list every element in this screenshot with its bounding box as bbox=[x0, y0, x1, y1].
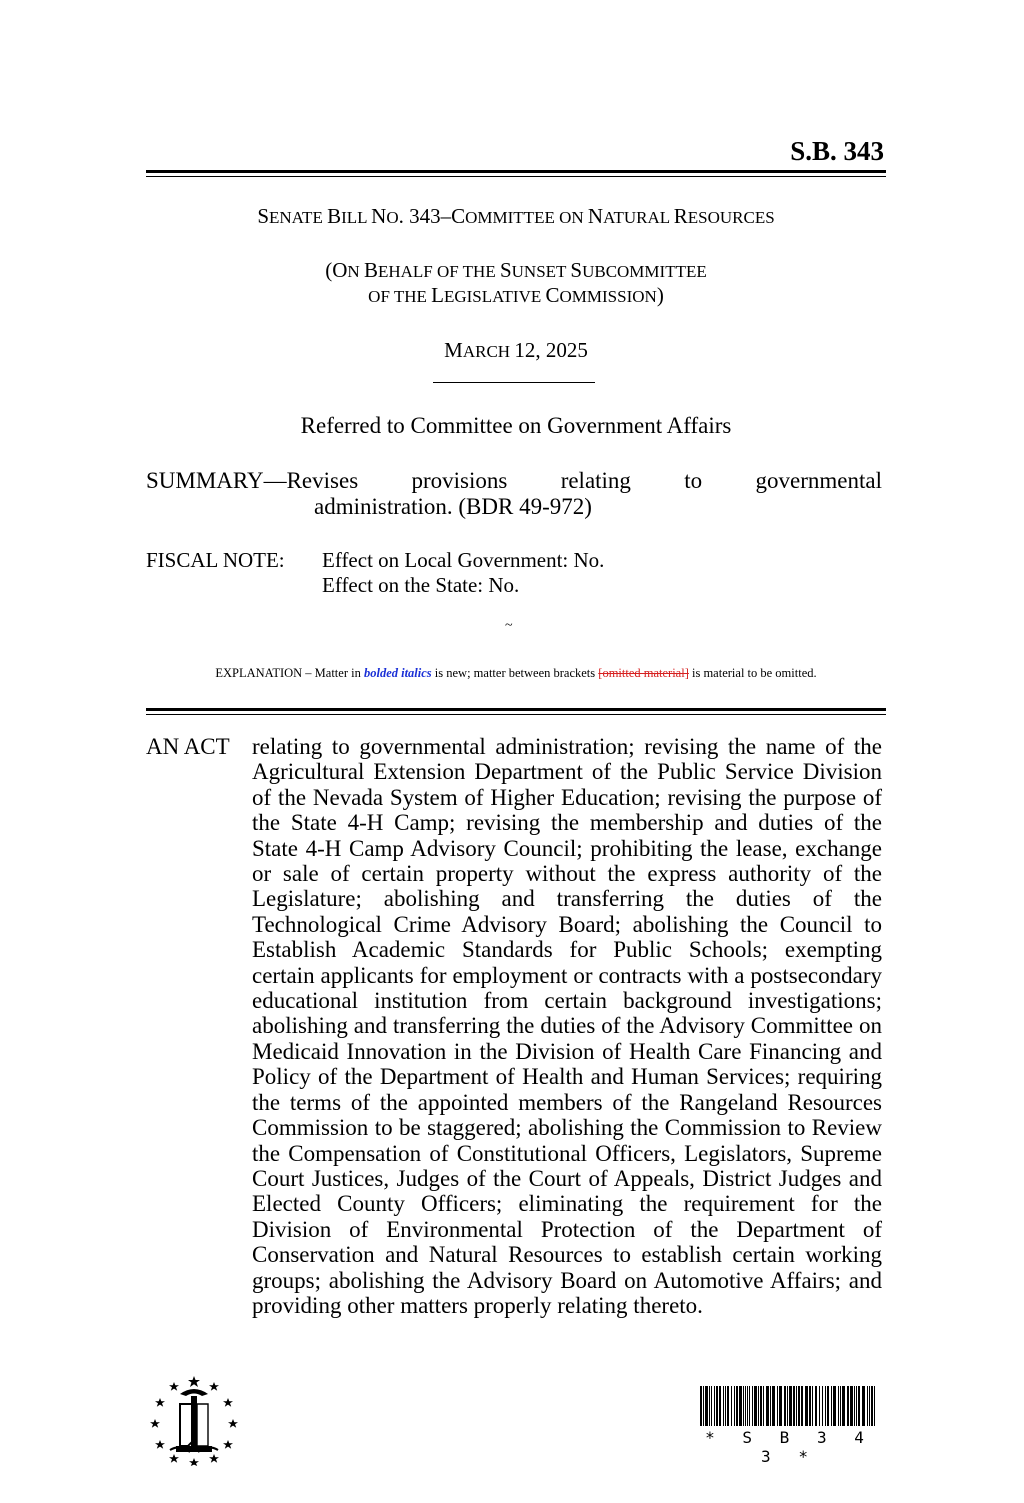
barcode-bar bbox=[856, 1386, 857, 1426]
barcode-bar bbox=[754, 1386, 757, 1426]
barcode-bar bbox=[854, 1386, 855, 1426]
bill-date-part: 12, 2025 bbox=[514, 338, 588, 362]
behalf-line-1-part: UNSET bbox=[511, 262, 571, 281]
behalf-line-1-part: EHALF OF THE bbox=[377, 262, 500, 281]
barcode-bar bbox=[871, 1386, 873, 1426]
bill-title-part: C bbox=[451, 204, 466, 228]
tilde-mark: ~ bbox=[505, 618, 513, 633]
barcode-bar bbox=[862, 1386, 865, 1426]
barcode-bar bbox=[850, 1386, 853, 1426]
barcode-bar bbox=[734, 1386, 735, 1426]
barcode-bar bbox=[714, 1386, 715, 1426]
barcode-bar bbox=[747, 1386, 748, 1426]
barcode-bar bbox=[847, 1386, 849, 1426]
barcode-bar bbox=[723, 1386, 724, 1426]
summary-word: governmental bbox=[755, 468, 882, 493]
summary-line-1 bbox=[146, 468, 882, 494]
behalf-line-1-part: N bbox=[347, 262, 364, 281]
bill-title-part: N bbox=[587, 204, 604, 228]
explanation-new-text: bolded italics bbox=[363, 666, 432, 680]
barcode-bar bbox=[874, 1386, 875, 1426]
barcode-bar bbox=[827, 1386, 829, 1426]
fiscal-note-local: Effect on Local Government: No. bbox=[322, 548, 605, 572]
barcode-bar bbox=[809, 1386, 811, 1426]
barcode-bar bbox=[838, 1386, 839, 1426]
header-double-rule bbox=[146, 170, 886, 177]
explanation bbox=[146, 666, 886, 681]
barcode-bar bbox=[812, 1386, 813, 1426]
bill-date-part: ARCH bbox=[462, 342, 515, 361]
bill-title-part: N bbox=[371, 204, 387, 228]
fiscal-note-state: Effect on the State: No. bbox=[322, 573, 520, 597]
bill-title-part: O bbox=[386, 208, 399, 227]
explanation-prefix: EXPLANATION – Matter in bbox=[215, 666, 364, 680]
summary-word: SUMMARY—Revises bbox=[146, 468, 359, 493]
fiscal-note-label: FISCAL NOTE: bbox=[146, 548, 285, 572]
barcode-bar bbox=[770, 1386, 771, 1426]
barcode-bar bbox=[867, 1386, 868, 1426]
barcode-bar bbox=[736, 1386, 738, 1426]
barcode-bar bbox=[815, 1386, 817, 1426]
bill-number: S.B. 343 bbox=[790, 136, 884, 166]
behalf-line-2 bbox=[146, 283, 886, 309]
bill-date bbox=[146, 338, 886, 364]
summary bbox=[146, 468, 882, 520]
barcode-bar bbox=[700, 1386, 702, 1426]
barcode-bar bbox=[731, 1386, 732, 1426]
barcode-bar bbox=[725, 1386, 726, 1426]
bill-title-part: . 343– bbox=[398, 204, 452, 228]
bill-title-part: ENATE bbox=[269, 208, 328, 227]
behalf-line-1 bbox=[146, 258, 886, 284]
behalf-line-1-part: B bbox=[363, 258, 378, 282]
behalf-line-2-part: OMMISSION bbox=[559, 287, 657, 306]
barcode-bar bbox=[705, 1386, 708, 1426]
explanation-middle: is new; matter between brackets bbox=[431, 666, 599, 680]
bill-title-part: B bbox=[327, 204, 342, 228]
barcode-bar bbox=[727, 1386, 729, 1426]
act-section bbox=[146, 734, 882, 1318]
barcode-bar bbox=[752, 1386, 753, 1426]
barcode-bar bbox=[772, 1386, 775, 1426]
barcode-bar bbox=[777, 1386, 778, 1426]
behalf-line-2-part: ) bbox=[656, 283, 664, 307]
barcode-bar bbox=[743, 1386, 744, 1426]
behalf-line-1-part: (O bbox=[325, 258, 348, 282]
barcode-bar bbox=[822, 1386, 823, 1426]
summary-word: provisions bbox=[411, 468, 508, 493]
bill-title-part: R bbox=[673, 204, 688, 228]
fiscal-note bbox=[146, 548, 604, 598]
bill-date-part: M bbox=[444, 338, 463, 362]
barcode-bar bbox=[840, 1386, 841, 1426]
barcode-bar bbox=[779, 1386, 782, 1426]
barcode-bar bbox=[825, 1386, 826, 1426]
barcode-bar bbox=[805, 1386, 808, 1426]
barcode-bar bbox=[745, 1386, 746, 1426]
barcode-bar bbox=[719, 1386, 721, 1426]
barcode-bar bbox=[739, 1386, 742, 1426]
summary-word: relating bbox=[560, 468, 631, 493]
bill-title bbox=[146, 204, 886, 230]
barcode-bar bbox=[819, 1386, 820, 1426]
barcode-bar bbox=[796, 1386, 797, 1426]
behalf-line-1-part: S bbox=[570, 258, 583, 282]
barcode-bar bbox=[833, 1386, 836, 1426]
barcode-bar bbox=[758, 1386, 759, 1426]
bill-title-part: ILL bbox=[341, 208, 372, 227]
bill-title-part: ESOURCES bbox=[687, 208, 775, 227]
behalf-line-1-part: S bbox=[499, 258, 512, 282]
barcode-bar bbox=[716, 1386, 718, 1426]
barcode-bar bbox=[784, 1386, 786, 1426]
nevada-seal-icon bbox=[150, 1374, 238, 1466]
summary-word: to bbox=[684, 468, 703, 493]
barcode-bar bbox=[787, 1386, 788, 1426]
barcode-bar bbox=[763, 1386, 764, 1426]
behalf-line-1-part: UBCOMMITTEE bbox=[582, 262, 707, 281]
date-rule bbox=[433, 382, 595, 383]
barcode-bar bbox=[842, 1386, 845, 1426]
bill-title-part: S bbox=[257, 204, 269, 228]
behalf-line-2-part: EGISLATIVE bbox=[443, 287, 546, 306]
barcode-bar bbox=[709, 1386, 710, 1426]
barcode bbox=[700, 1386, 878, 1466]
barcode-bar bbox=[798, 1386, 800, 1426]
barcode-bar bbox=[869, 1386, 870, 1426]
behalf-line-2-part: OF THE bbox=[368, 287, 432, 306]
barcode-text: * S B 3 4 3 * bbox=[705, 1428, 873, 1466]
barcode-bar bbox=[831, 1386, 832, 1426]
act-label: AN ACT bbox=[146, 734, 230, 759]
barcode-bar bbox=[766, 1386, 769, 1426]
barcode-bar bbox=[789, 1386, 792, 1426]
bill-title-part: OMMITTEE ON bbox=[465, 208, 588, 227]
barcode-bar bbox=[760, 1386, 762, 1426]
explanation-double-rule bbox=[146, 708, 886, 715]
behalf-line-2-part: C bbox=[545, 283, 560, 307]
barcode-bar bbox=[749, 1386, 750, 1426]
barcode-bar bbox=[711, 1386, 712, 1426]
referred-line: Referred to Committee on Government Affairs bbox=[300, 413, 732, 438]
barcode-bar bbox=[801, 1386, 803, 1426]
act-body: relating to governmental administration; revising the name of the Agricultural Extension Department of the Public Service Division of the Nevada System of Higher Education; revising the purpose of the State 4-H Camp; revising the membership and duties of the State 4-H Camp Advisory Council; prohibiting the lease, exchange or sale of certain property without the express authority of the Legislature; abolishing and transferring the duties of the Technological Crime Advisory Board; abolishing the Council to Establish Academic Standards for Public Schools; exempting certain applicants for employment or contracts with a postsecondary educational institution from certain background investigations; abolishing and transferring the duties of the Advisory Committee on Medicaid Innovation in the Division of Health Care Financing and Policy of the Department of Health and Human Services; requiring the terms of the appointed members of the Rangeland Resources Commission to be staggered; abolishing the Commission to Review the Compensation of Constitutional Officers, Legislators, Supreme Court Justices, Judges of the Court of Appeals, District Judges and Elected County Officers; eliminating the requirement for the Division of Environmental Protection of the Department of Conservation and Natural Resources to establish certain working groups; abolishing the Advisory Board on Automotive Affairs; and providing other matters properly relating thereto. bbox=[252, 734, 882, 1318]
barcode-bar bbox=[793, 1386, 795, 1426]
barcode-bar bbox=[858, 1386, 860, 1426]
behalf-line-2-part: L bbox=[431, 283, 444, 307]
bill-title-part: ATURAL bbox=[603, 208, 674, 227]
summary-line-2: administration. (BDR 49-972) bbox=[314, 494, 592, 519]
explanation-omitted-text: [omitted material] bbox=[598, 666, 689, 680]
barcode-bars-icon bbox=[700, 1386, 878, 1426]
barcode-bar bbox=[703, 1386, 704, 1426]
explanation-suffix: is material to be omitted. bbox=[688, 666, 817, 680]
